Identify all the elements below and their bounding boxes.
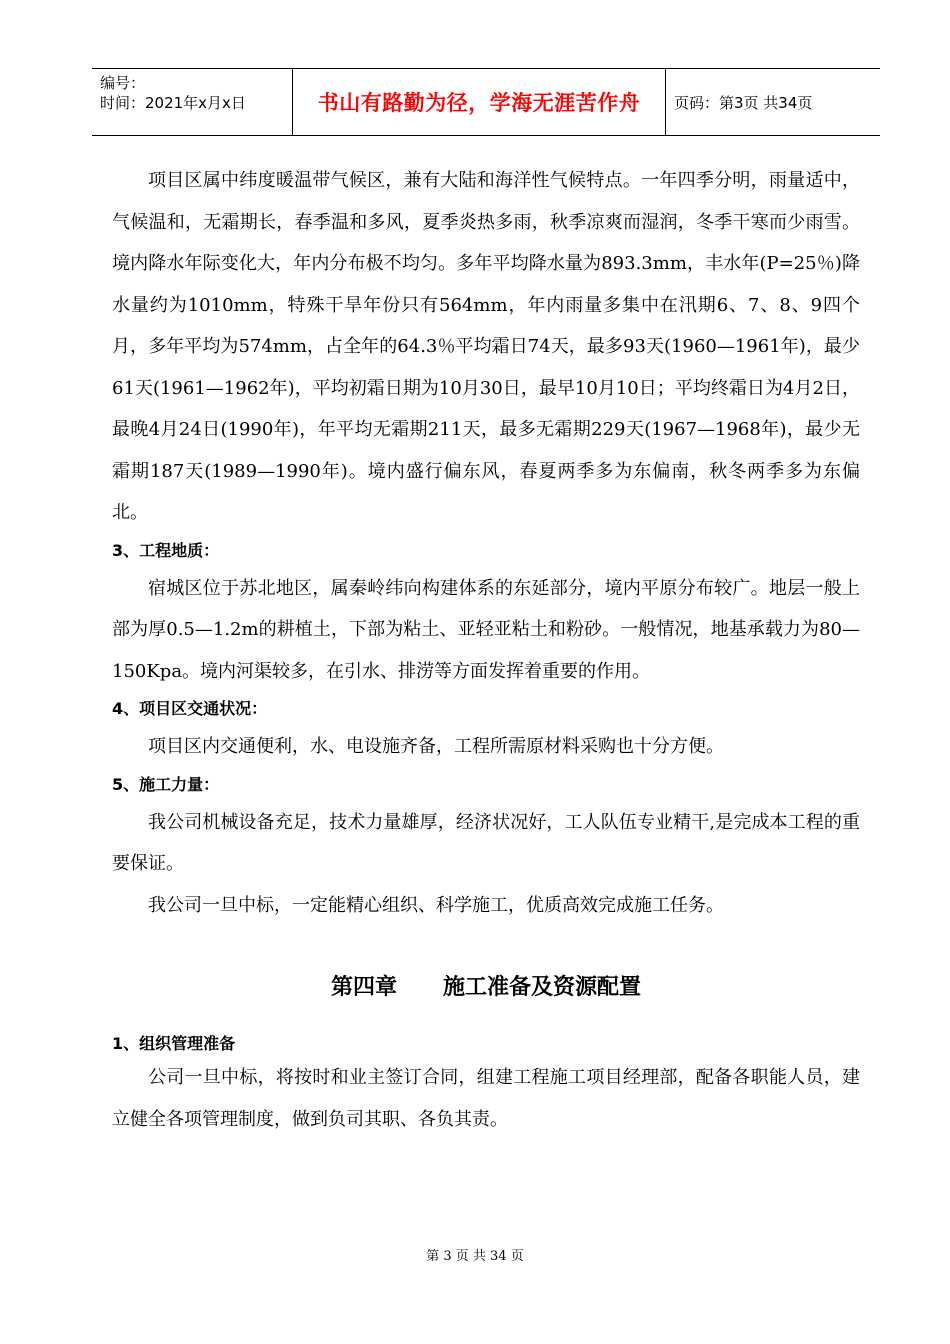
header-divider <box>665 69 666 135</box>
document-body <box>112 160 860 1140</box>
climate-paragraph: 项目区属中纬度暖温带气候区，兼有大陆和海洋性气候特点。一年四季分明，雨量适中，气候温和，无霜期长，春季温和多风，夏季炎热多雨，秋季凉爽而湿润，冬季干寒而少雨雪。境内降水年际变化大，年内分布极不均匀。多年平均降水量为893.3mm，丰水年(P=25％)降水量约为1010mm，特殊干旱年份只有564mm，年内雨量多集中在汛期6、7、8、9四个月，多年平均为574mm，占全年的64.3％平均霜日74天，最多93天(1960—1961年)，最少61天(1961—1962年)，平均初霜日期为10月30日，最早10月10日；平均终霜日为4月2日，最晚4月24日(1990年)，年平均无霜期211天，最多无霜期229天(1967—1968年)，最少无霜期187天(1989—1990年)。境内盛行偏东风，春夏两季多为东偏南，秋冬两季多为东偏北。 <box>112 170 860 523</box>
geology-paragraph: 宿城区位于苏北地区，属秦岭纬向构建体系的东延部分，境内平原分布较广。地层一般上部为厚0.5—1.2m的耕植土，下部为粘土、亚轻亚粘土和粉砂。一般情况，地基承载力为80—150Kpa。境内河渠较多，在引水、排涝等方面发挥着重要的作用。 <box>112 577 860 682</box>
construction-force-paragraph: 我公司机械设备充足，技术力量雄厚，经济状况好，工人队伍专业精干,是完成本工程的重要保证。 <box>112 811 860 874</box>
section-heading-traffic: 4、项目区交通状况： <box>112 699 268 718</box>
subsection-heading-organization: 1、组织管理准备 <box>112 1034 236 1053</box>
commitment-paragraph: 我公司一旦中标，一定能精心组织、科学施工，优质高效完成施工任务。 <box>148 894 724 916</box>
page-header <box>92 68 880 136</box>
page-footer: 第 3 页 共 34 页 <box>426 1249 524 1264</box>
header-motto: 书山有路勤为径，学海无涯苦作舟 <box>317 91 641 115</box>
section-heading-construction-force: 5、施工力量： <box>112 774 220 794</box>
header-page-info: 页码：第3页 共34页 <box>674 93 813 112</box>
header-meta <box>100 73 292 113</box>
traffic-paragraph: 项目区内交通便利，水、电设施齐备，工程所需原材料采购也十分方便。 <box>148 736 724 757</box>
chapter-title: 第四章 施工准备及资源配置 <box>331 975 641 1000</box>
organization-paragraph: 公司一旦中标，将按时和业主签订合同，组建工程施工项目经理部，配备各职能人员，建立健全各项管理制度，做到负司其职、各负其责。 <box>112 1067 860 1130</box>
document-time-label: 时间：2021年x月x日 <box>100 94 246 112</box>
document-number-label: 编号： <box>100 74 146 92</box>
section-heading-geology: 3、工程地质： <box>112 540 220 560</box>
